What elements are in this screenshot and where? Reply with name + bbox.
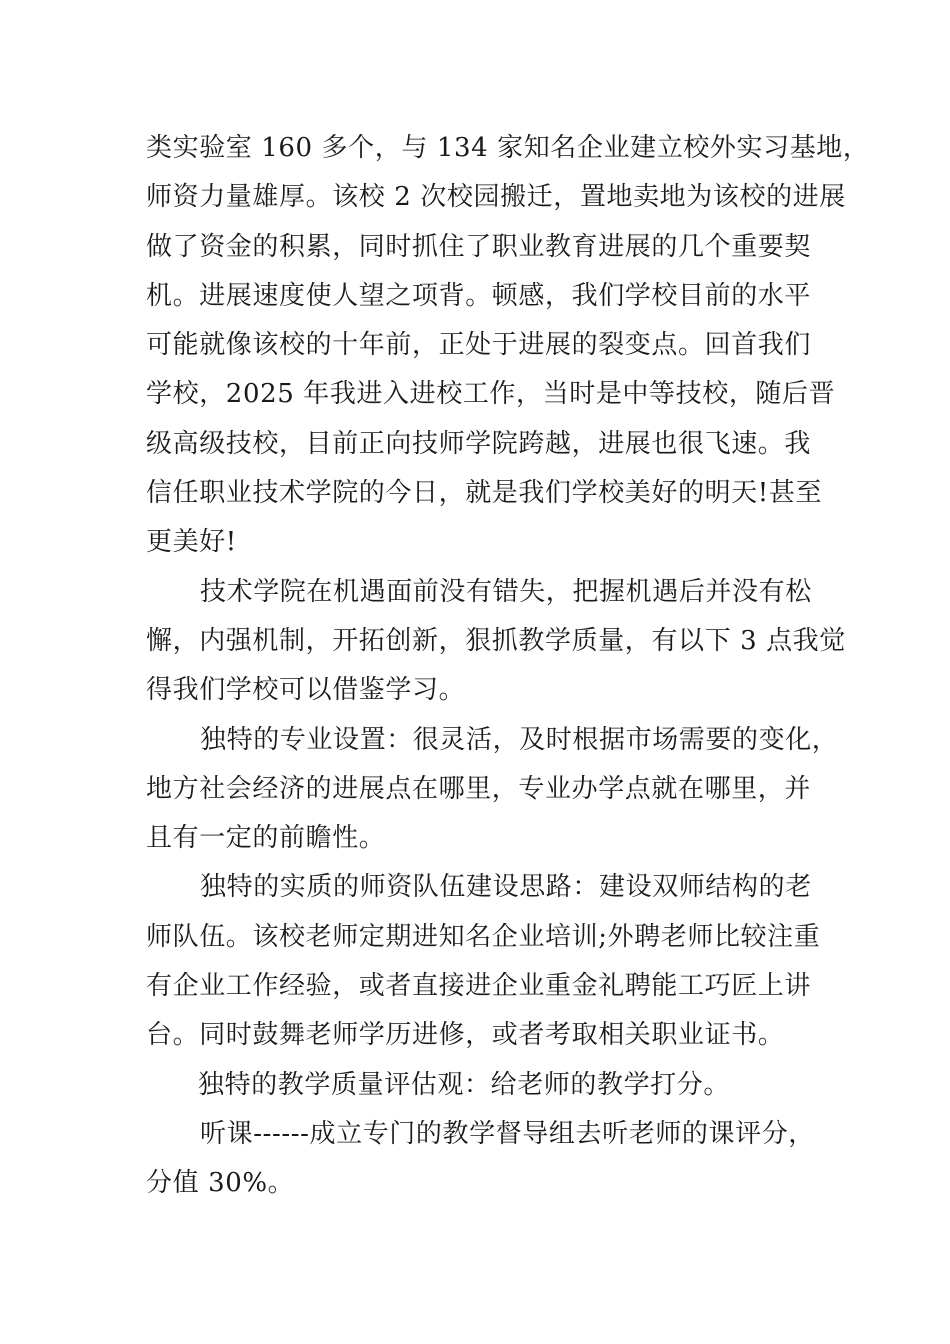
- text-line: 听课------成立专门的教学督导组去听老师的课评分，: [200, 1118, 815, 1149]
- text-line: 独特的教学质量评估观：给老师的教学打分。: [198, 1069, 731, 1100]
- document-body: [146, 124, 870, 1209]
- text-line: 台。同时鼓舞老师学历进修，或者考取相关职业证书。: [146, 1020, 785, 1051]
- text-line: 地方社会经济的进展点在哪里，专业办学点就在哪里，并: [146, 773, 812, 804]
- text-line: 可能就像该校的十年前，正处于进展的裂变点。回首我们: [146, 330, 812, 361]
- text-line: 师资力量雄厚。该校 2 次校园搬迁，置地卖地为该校的进展: [146, 182, 846, 213]
- text-line: 师队伍。该校老师定期进知名企业培训;外聘老师比较注重: [146, 921, 821, 952]
- text-line: 懈，内强机制，开拓创新，狠抓教学质量，有以下 3 点我觉: [146, 625, 846, 656]
- text-line: 技术学院在机遇面前没有错失，把握机遇后并没有松: [200, 576, 812, 607]
- text-line: 有企业工作经验，或者直接进企业重金礼聘能工巧匠上讲: [146, 971, 812, 1002]
- text-line: 得我们学校可以借鉴学习。: [146, 675, 466, 706]
- paragraph-5: [146, 1061, 814, 1110]
- text-line: 类实验室 160 多个，与 134 家知名企业建立校外实习基地，: [146, 133, 870, 163]
- text-line: 级高级技校，目前正向技师学院跨越，进展也很飞速。我: [146, 428, 812, 459]
- paragraph-4: [146, 863, 821, 1060]
- text-line: 学校，2025 年我进入进校工作，当时是中等技校，随后晋: [146, 379, 836, 410]
- text-line: 独特的专业设置：很灵活，及时根据市场需要的变化，: [200, 724, 839, 755]
- paragraph-3: [146, 716, 839, 864]
- paragraph-6: [146, 1110, 814, 1209]
- text-line: 更美好!: [146, 527, 237, 558]
- text-line: 分值 30%。: [146, 1168, 295, 1199]
- text-line: 且有一定的前瞻性。: [146, 823, 386, 854]
- text-line: 信任职业技术学院的今日，就是我们学校美好的明天!甚至: [146, 478, 823, 509]
- text-line: 机。进展速度使人望之项背。顿感，我们学校目前的水平: [146, 280, 812, 311]
- paragraph-2: [146, 568, 846, 716]
- paragraph-1: [146, 124, 870, 568]
- text-line: 做了资金的积累，同时抓住了职业教育进展的几个重要契: [146, 231, 812, 262]
- text-line: 独特的实质的师资队伍建设思路：建设双师结构的老: [200, 872, 812, 903]
